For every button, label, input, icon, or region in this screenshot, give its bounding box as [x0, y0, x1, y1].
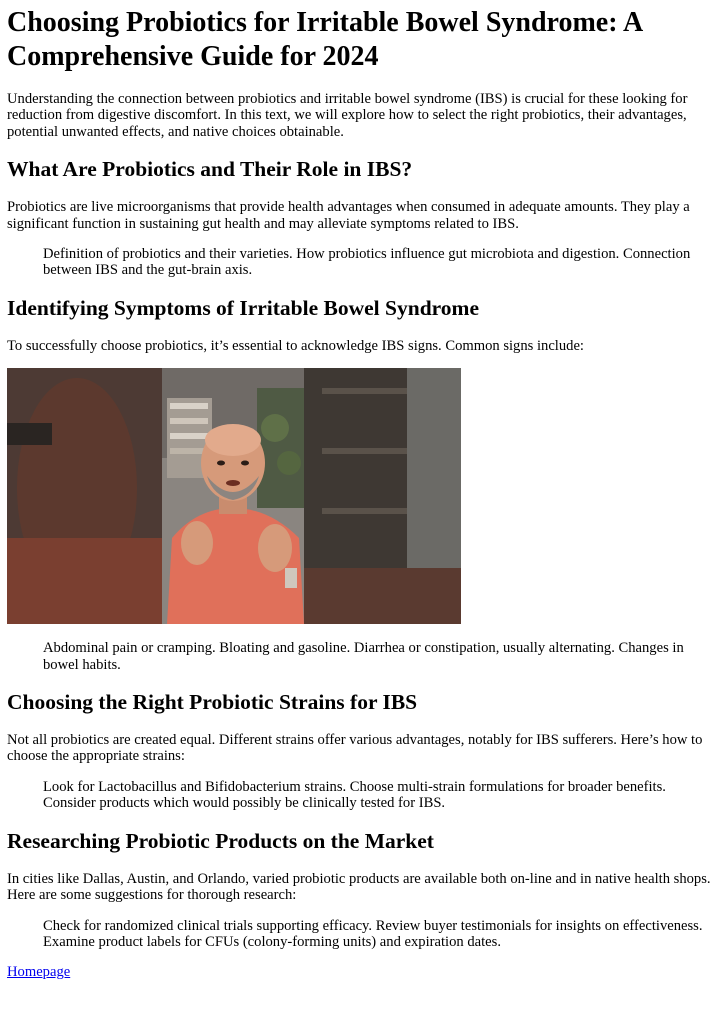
section-paragraph-probiotics-role: Probiotics are live microorganisms that provide health advantages when consumed in adequate amounts. They play a significant function in sustaining gut health and may alleviate symptoms related to IBS.: [7, 199, 690, 232]
page-title: Choosing Probiotics for Irritable Bowel Syndrome: A Comprehensive Guide for 2024: [7, 7, 642, 72]
section-quote-probiotics-role: Definition of probiotics and their varieties. How probiotics influence gut microbiota and digestion. Connection between IBS and the gut-brain axis.: [43, 246, 691, 279]
section-quote-symptoms: Abdominal pain or cramping. Bloating and gasoline. Diarrhea or constipation, usually alternating. Changes in bowel habits.: [43, 640, 684, 673]
section-quote-strains: Look for Lactobacillus and Bifidobacterium strains. Choose multi-strain formulations for broader benefits. Consider products which would possibly be clinically tested for IBS.: [43, 778, 666, 812]
homepage-link[interactable]: Homepage: [7, 964, 71, 981]
section-heading-symptoms: Identifying Symptoms of Irritable Bowel Syndrome: [7, 295, 480, 320]
section-quote-research: Check for randomized clinical trials supporting efficacy. Review buyer testimonials for insights on effectiveness. Examine product labels for CFUs (colony-forming units) and expiration dates.: [43, 917, 703, 950]
section-heading-strains: Choosing the Right Probiotic Strains for IBS: [7, 690, 418, 715]
intro-paragraph: Understanding the connection between probiotics and irritable bowel syndrome (IBS) is crucial for these looking for reduction from digestive discomfort. In this text, we will explore how to select the right probiotics, their advantages, potential unwanted effects, and native choices obtainable.: [7, 91, 688, 140]
section-paragraph-symptoms: To successfully choose probiotics, it’s essential to acknowledge IBS signs. Common signs include:: [7, 337, 584, 354]
section-paragraph-research: In cities like Dallas, Austin, and Orlando, varied probiotic products are available both on-line and in native health shops. Here are some suggestions for thorough research:: [7, 870, 711, 904]
section-heading-probiotics-role: What Are Probiotics and Their Role in IBS?: [7, 157, 413, 182]
section-paragraph-strains: Not all probiotics are created equal. Different strains offer various advantages, notably for IBS sufferers. Here’s how to choose the appropriate strains:: [7, 732, 703, 765]
hero-image: [7, 368, 461, 624]
article: [0, 6, 715, 981]
section-heading-research: Researching Probiotic Products on the Market: [7, 828, 434, 853]
